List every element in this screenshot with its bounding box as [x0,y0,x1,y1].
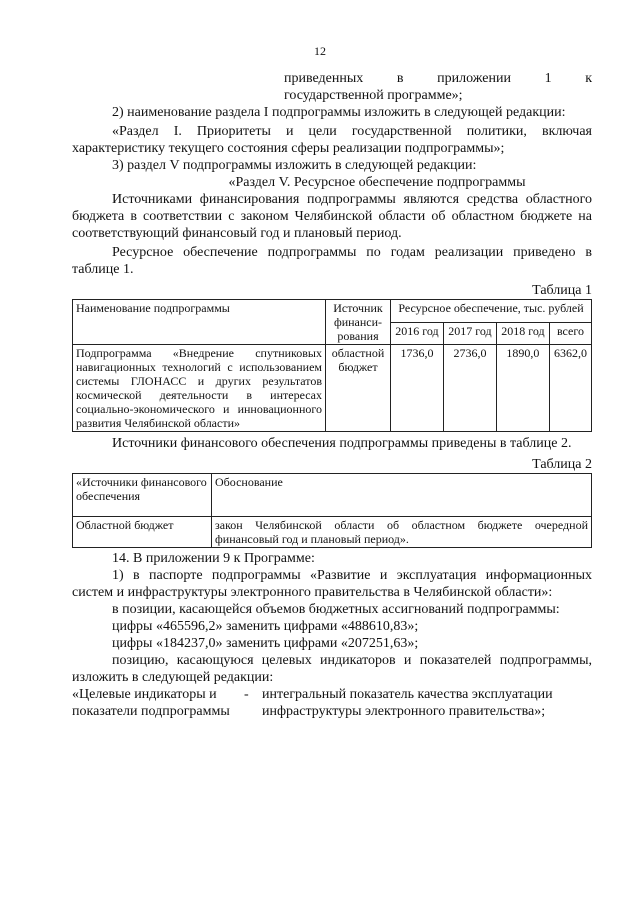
table-2 [72,473,592,548]
table-1-row-2017: 2736,0 [443,345,496,432]
table-1-header-total: всего [549,322,591,345]
paragraph-4: 3) раздел V подпрограммы изложить в следующей редакции: [112,158,477,173]
table-1-caption: Таблица 1 [532,283,592,298]
indicators-value: интегральный показатель качества эксплуатации инфраструктуры электронного правительства»; [262,687,553,719]
indicators-label: «Целевые индикаторы и показатели подпрограммы [72,687,230,719]
paragraph-1b: государственной программе»; [284,88,463,103]
table-1-row-2018: 1890,0 [496,345,549,432]
paragraph-7: Ресурсное обеспечение подпрограммы по годам реализации приведено в таблице 1. [72,245,592,277]
paragraph-9: 14. В приложении 9 к Программе: [112,551,315,566]
paragraph-8: Источники финансового обеспечения подпрограммы приведены в таблице 2. [112,436,572,451]
table-1-row-total: 6362,0 [549,345,591,432]
table-1 [72,299,592,432]
indicators-dash: - [244,687,249,702]
paragraph-1a: приведенных в приложении 1 к [284,71,592,86]
indicators-row [72,686,592,720]
table-1-row-name: Подпрограмма «Внедрение спутниковых навигационных технологий с использованием системы ГЛОНАСС и других результатов космической деятельности в интересах социально-экономического и инновационного развития Челябинской области» [73,345,326,432]
table-1-row-2016: 1736,0 [391,345,444,432]
table-2-row-source: Областной бюджет [73,517,212,548]
paragraph-6: Источниками финансирования подпрограммы являются средства областного бюджета в соответствии с законом Челябинской области об областном бюджете на соответствующий финансовый год и плановый период. [72,192,592,241]
table-1-header-resource: Ресурсное обеспечение, тыс. рублей [391,300,592,323]
table-2-header-sources: «Источники финансового обеспечения [73,474,212,517]
document-body [72,70,592,720]
paragraph-14: позицию, касающуюся целевых индикаторов и показателей подпрограммы, изложить в следующей редакции: [72,653,592,685]
paragraph-3: «Раздел I. Приоритеты и цели государственной политики, включая характеристику текущего состояния сферы реализации подпрограммы»; [72,124,592,156]
table-1-header-2017: 2017 год [443,322,496,345]
table-2-row-basis: закон Челябинской области об областном бюджете очередной финансовый год и плановый период». [212,517,592,548]
paragraph-11: в позиции, касающейся объемов бюджетных ассигнований подпрограммы: [112,602,560,617]
paragraph-13: цифры «184237,0» заменить цифрами «207251,63»; [112,636,419,651]
page-number: 12 [314,44,326,58]
table-1-header-source: Источник финанси-рования [326,300,391,345]
paragraph-12: цифры «465596,2» заменить цифрами «488610,83»; [112,619,419,634]
paragraph-10: 1) в паспорте подпрограммы «Развитие и эксплуатация информационных систем и инфраструктуры электронного правительства в Челябинской области»: [72,568,592,600]
paragraph-2: 2) наименование раздела I подпрограммы изложить в следующей редакции: [112,105,566,120]
table-1-row-source: областной бюджет [326,345,391,432]
table-2-caption: Таблица 2 [532,457,592,472]
paragraph-5: «Раздел V. Ресурсное обеспечение подпрограммы [228,175,526,190]
table-1-header-2018: 2018 год [496,322,549,345]
table-2-header-basis: Обоснование [212,474,592,517]
table-1-header-name: Наименование подпрограммы [73,300,326,345]
table-1-header-2016: 2016 год [391,322,444,345]
